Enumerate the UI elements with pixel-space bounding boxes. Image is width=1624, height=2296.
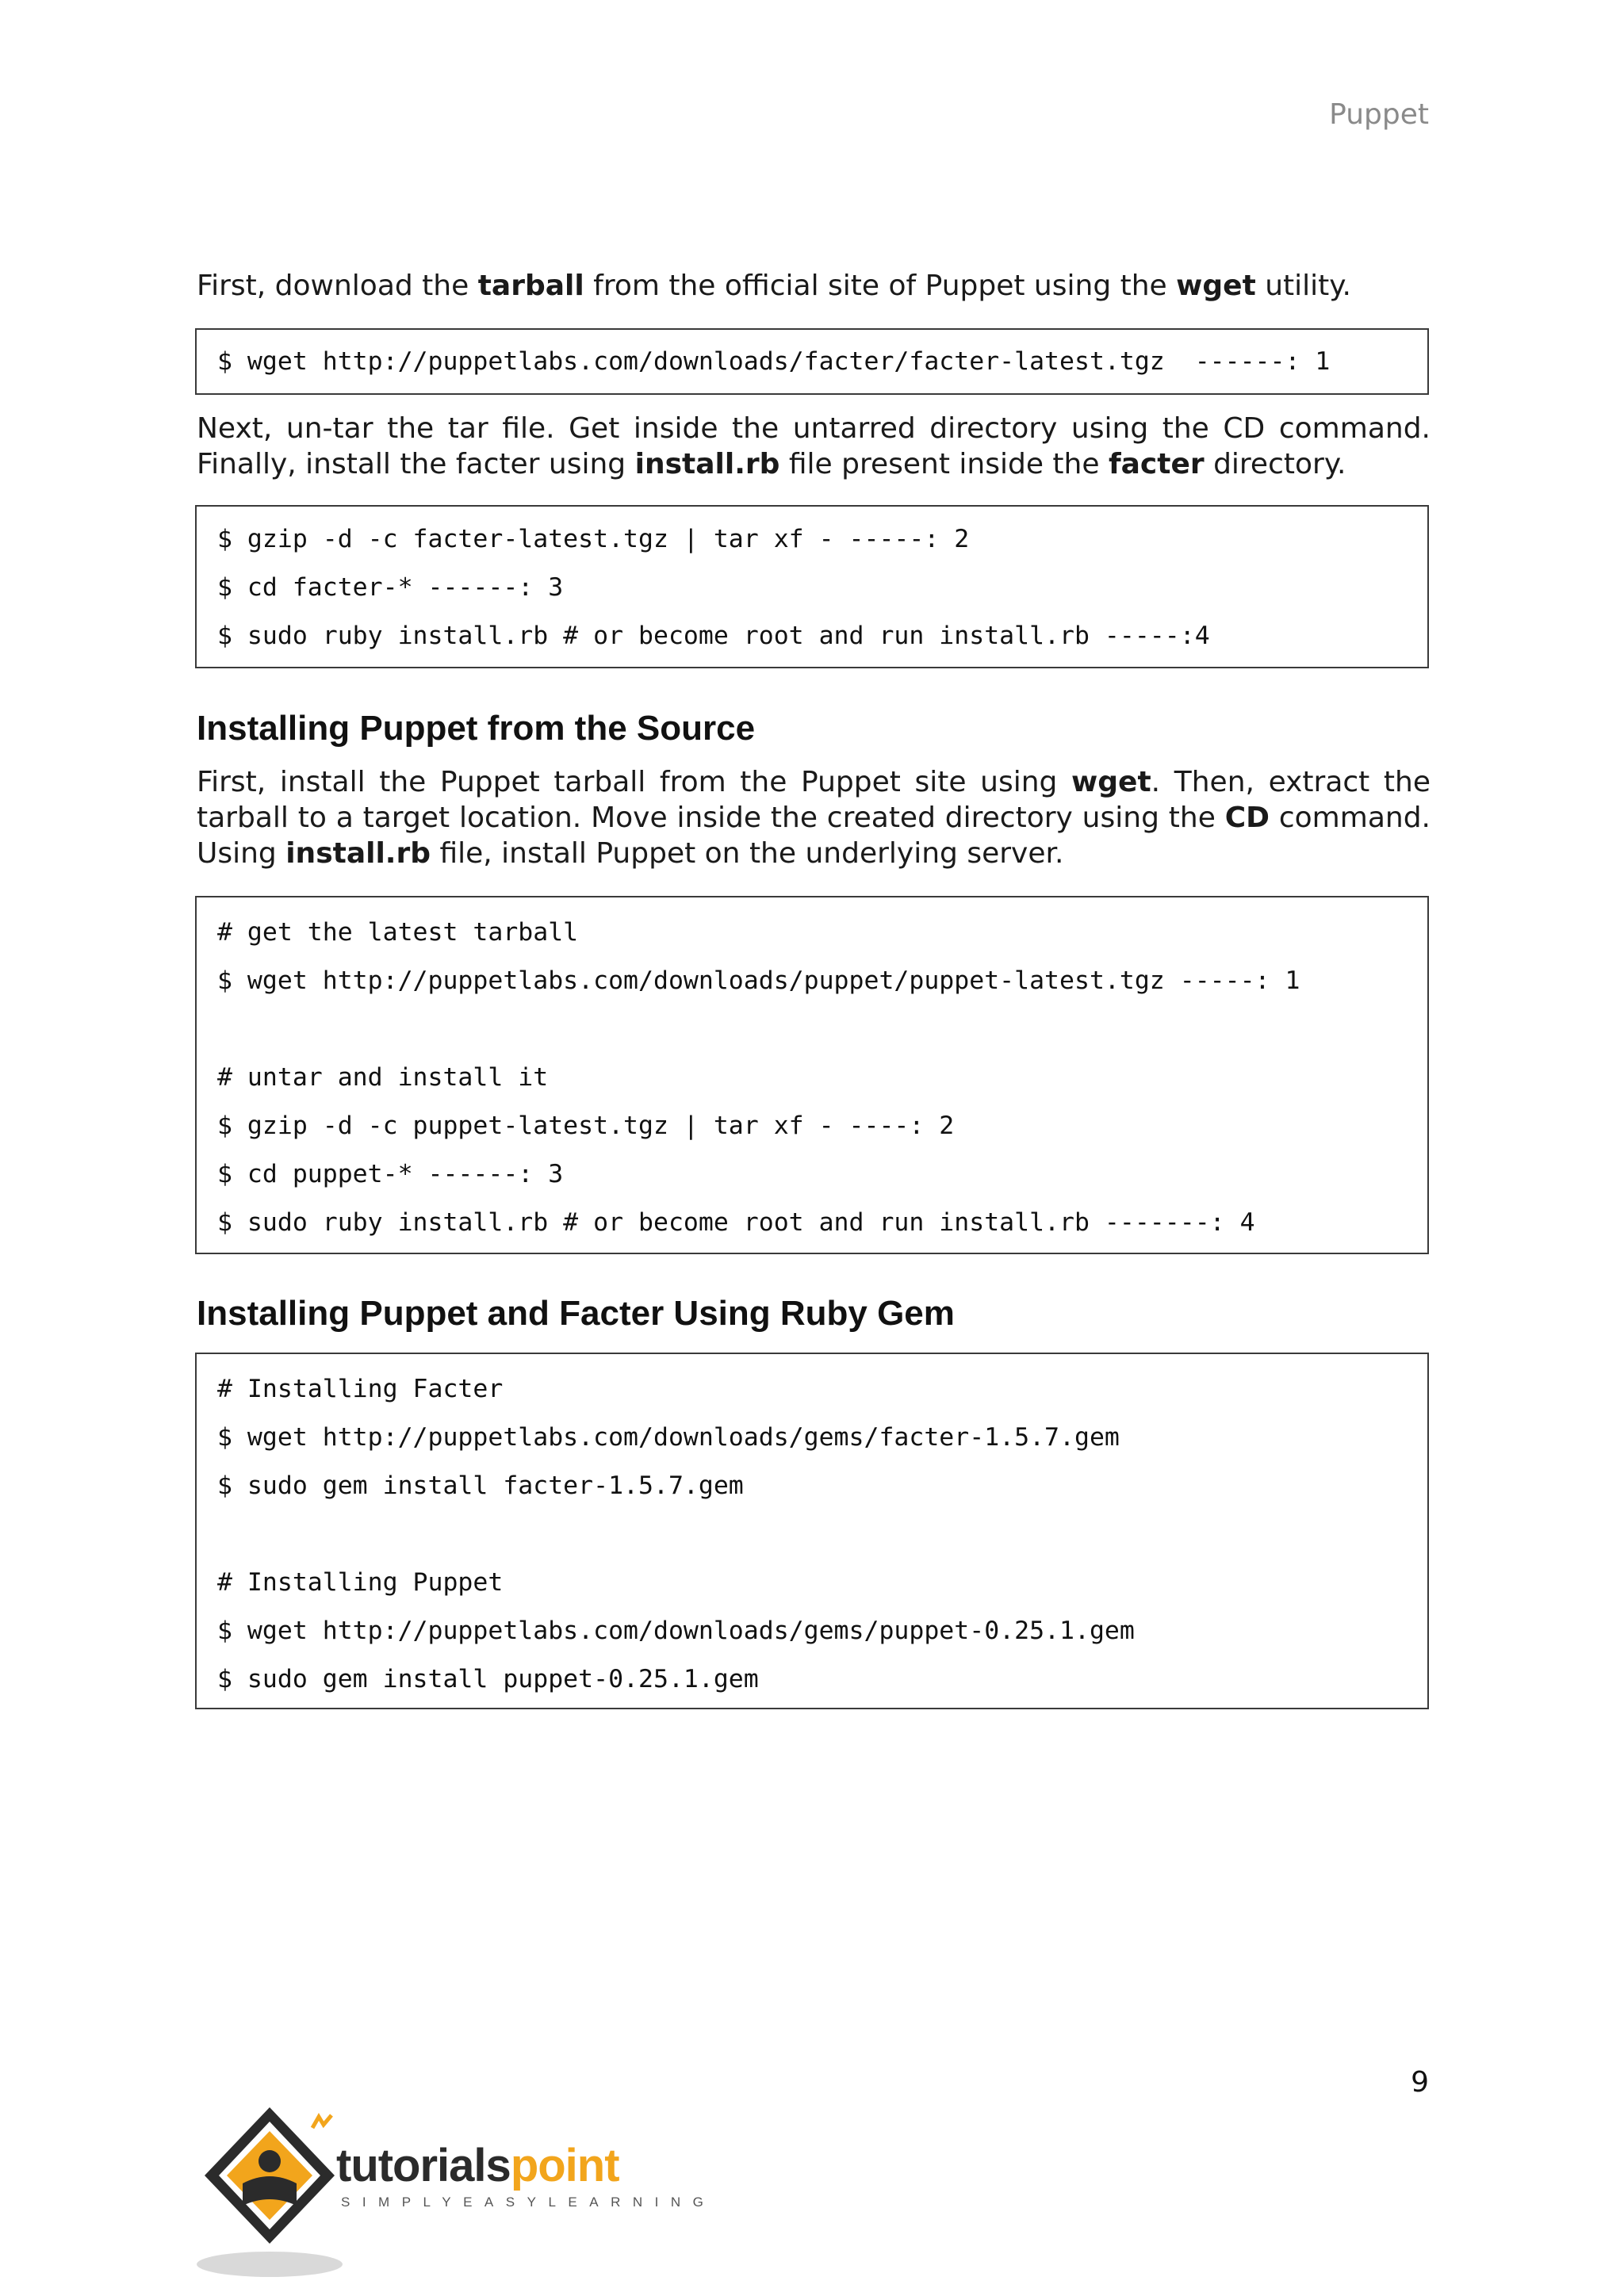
text-run: First, download the bbox=[197, 270, 478, 302]
code-line: $ gzip -d -c puppet-latest.tgz | tar xf - ----: 2 bbox=[217, 1112, 955, 1140]
code-line: $ sudo gem install puppet-0.25.1.gem bbox=[217, 1665, 759, 1693]
untar-paragraph bbox=[197, 411, 1431, 482]
text-run: file, install Puppet on the underlying server. bbox=[431, 837, 1064, 870]
code-blank-line bbox=[217, 1010, 1407, 1058]
code-comment: # Installing Puppet bbox=[217, 1568, 504, 1597]
section-heading-source: Installing Puppet from the Source bbox=[197, 709, 756, 748]
section-heading-gem: Installing Puppet and Facter Using Ruby Gem bbox=[197, 1294, 955, 1333]
logo-emblem-icon bbox=[193, 2096, 352, 2286]
page-number: 9 bbox=[1411, 2066, 1429, 2099]
text-run: First, install the Puppet tarball from the Puppet site using bbox=[197, 766, 1072, 798]
code-line: $ wget http://puppetlabs.com/downloads/gems/puppet-0.25.1.gem bbox=[217, 1617, 1135, 1645]
bold-term: CD bbox=[1224, 802, 1270, 834]
code-line: $ sudo gem install facter-1.5.7.gem bbox=[217, 1471, 744, 1500]
code-comment: # untar and install it bbox=[217, 1063, 549, 1092]
bold-term: wget bbox=[1071, 766, 1151, 798]
text-run: utility. bbox=[1255, 270, 1351, 302]
intro-paragraph bbox=[197, 268, 1431, 304]
code-line: $ cd facter-* ------: 3 bbox=[217, 573, 564, 602]
code-block-facter-download bbox=[195, 328, 1429, 395]
text-run: from the official site of Puppet using the bbox=[584, 270, 1177, 302]
logo-word-dark: tutorials bbox=[336, 2140, 511, 2191]
code-blank-line bbox=[217, 1515, 1407, 1563]
bold-term: wget bbox=[1176, 270, 1256, 302]
code-line: $ gzip -d -c facter-latest.tgz | tar xf - -----: 2 bbox=[217, 525, 970, 553]
logo-wordmark bbox=[336, 2139, 619, 2192]
logo-tagline: SIMPLYEASYLEARNING bbox=[341, 2195, 716, 2210]
text-run: . Then, extract the tarball to a target location. Move inside the created directory using the bbox=[197, 766, 1431, 834]
text-run: file present inside the bbox=[779, 448, 1109, 480]
bold-term: facter bbox=[1108, 448, 1205, 480]
code-comment: # get the latest tarball bbox=[217, 918, 579, 947]
code-line: $ wget http://puppetlabs.com/downloads/facter/facter-latest.tgz ------: 1 bbox=[217, 347, 1331, 376]
text-run: command. Using bbox=[197, 802, 1431, 870]
tutorialspoint-logo bbox=[193, 2096, 716, 2286]
running-header: Puppet bbox=[1329, 98, 1429, 131]
code-block-puppet-source bbox=[195, 896, 1429, 1254]
logo-word-accent: point bbox=[510, 2140, 619, 2191]
code-block-facter-install bbox=[195, 505, 1429, 668]
code-comment: # Installing Facter bbox=[217, 1375, 504, 1403]
code-line: $ sudo ruby install.rb # or become root and run install.rb -----:4 bbox=[217, 622, 1210, 650]
bold-term: install.rb bbox=[285, 837, 431, 870]
text-run: directory. bbox=[1204, 448, 1346, 480]
bold-term: install.rb bbox=[634, 448, 780, 480]
code-line: $ wget http://puppetlabs.com/downloads/gems/facter-1.5.7.gem bbox=[217, 1423, 1120, 1452]
source-paragraph bbox=[197, 764, 1431, 871]
bold-term: tarball bbox=[477, 270, 584, 302]
code-line: $ wget http://puppetlabs.com/downloads/puppet/puppet-latest.tgz -----: 1 bbox=[217, 966, 1300, 995]
code-line: $ cd puppet-* ------: 3 bbox=[217, 1160, 564, 1188]
code-block-ruby-gem bbox=[195, 1353, 1429, 1709]
code-line: $ sudo ruby install.rb # or become root and run install.rb -------: 4 bbox=[217, 1208, 1255, 1237]
text-run: Next, un-tar the tar file. Get inside the untarred directory using the CD command. Finally, install the facter using bbox=[197, 412, 1431, 480]
